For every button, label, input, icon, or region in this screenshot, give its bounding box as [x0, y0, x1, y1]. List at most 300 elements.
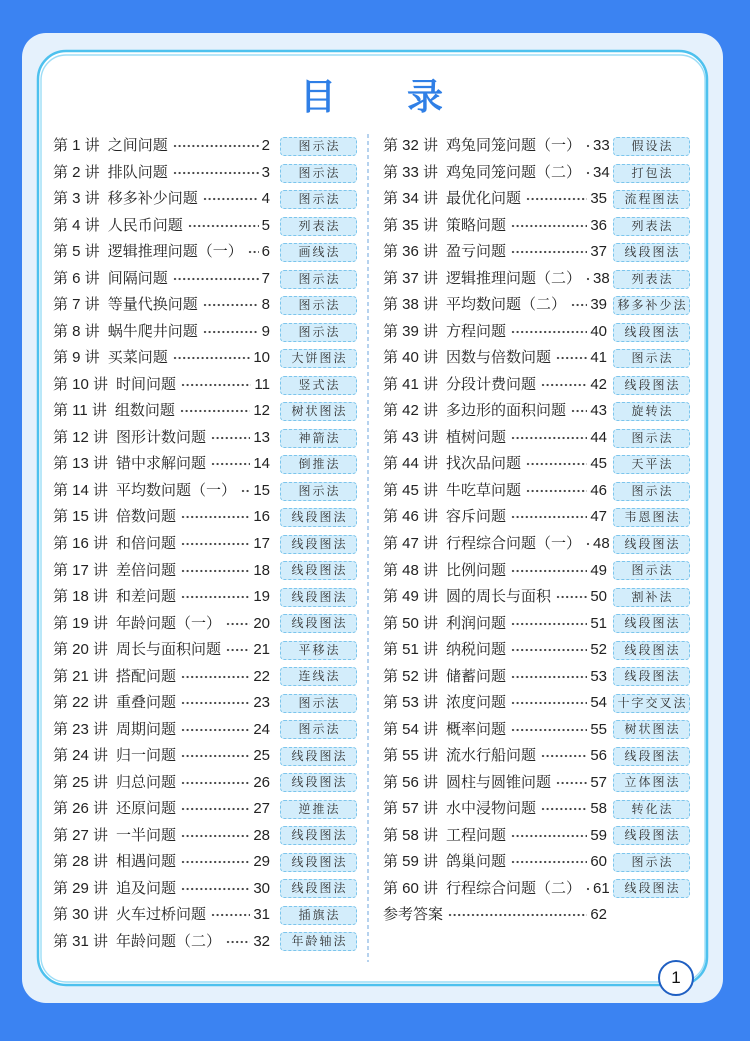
toc-entry	[383, 398, 691, 425]
page-ref: 12	[253, 402, 270, 420]
lecture-number: 第 14 讲	[53, 481, 109, 499]
dot-leader	[571, 409, 587, 413]
toc-entry	[383, 478, 691, 505]
dot-leader	[181, 754, 250, 758]
dot-leader	[181, 887, 250, 891]
lecture-title: 买菜问题	[107, 349, 168, 367]
lecture-title: 植树问题	[446, 428, 507, 446]
method-badge: 年龄轴法	[280, 932, 357, 951]
lecture-title: 平均数问题（一）	[116, 481, 237, 499]
toc-entry-line	[53, 796, 270, 823]
lecture-number: 第 2 讲	[53, 163, 100, 181]
method-badge: 倒推法	[280, 455, 357, 474]
page-ref: 60	[590, 853, 607, 871]
lecture-number: 第 28 讲	[53, 853, 109, 871]
page-ref: 61	[593, 879, 610, 897]
method-badge: 线段图法	[613, 641, 690, 660]
lecture-number: 第 10 讲	[53, 375, 109, 393]
page-ref: 52	[590, 641, 607, 659]
toc-entry	[53, 345, 358, 372]
dot-leader	[173, 171, 259, 175]
dot-leader	[586, 887, 590, 891]
page-title: 目录	[300, 77, 515, 118]
lecture-number: 第 53 讲	[383, 694, 439, 712]
lecture-number: 第 37 讲	[383, 269, 439, 287]
method-badge: 线段图法	[280, 535, 357, 554]
page-ref: 56	[590, 747, 607, 765]
lecture-title: 牛吃草问题	[446, 481, 522, 499]
method-badge: 流程图法	[613, 190, 690, 209]
lecture-number: 第 12 讲	[53, 428, 109, 446]
toc-entry-line	[53, 478, 270, 505]
lecture-number: 第 1 讲	[53, 137, 100, 155]
toc-entry-line	[383, 292, 607, 319]
lecture-number: 第 50 讲	[383, 614, 439, 632]
toc-entry-line	[53, 213, 270, 240]
lecture-title: 储蓄问题	[446, 667, 507, 685]
method-badge: 平移法	[280, 641, 357, 660]
method-badge: 线段图法	[613, 243, 690, 262]
toc-entry-line	[53, 743, 270, 770]
toc-entry-line	[383, 849, 607, 876]
lecture-title: 等量代换问题	[107, 296, 198, 314]
lecture-title: 容斥问题	[446, 508, 507, 526]
toc-entry	[53, 849, 358, 876]
toc-entry-line	[383, 239, 607, 266]
lecture-number: 第 56 讲	[383, 773, 439, 791]
dot-leader	[181, 781, 250, 785]
lecture-title: 流水行船问题	[446, 747, 537, 765]
page-ref: 37	[590, 243, 607, 261]
method-badge: 十字交叉法	[613, 694, 690, 713]
dot-leader	[181, 701, 250, 705]
lecture-number: 第 8 讲	[53, 322, 100, 340]
dot-leader	[526, 489, 587, 493]
toc-entry-line	[53, 875, 270, 902]
lecture-number: 第 29 讲	[53, 879, 109, 897]
lecture-title: 人民币问题	[107, 216, 183, 234]
toc-entry-line	[53, 239, 270, 266]
lecture-title: 盈亏问题	[446, 243, 507, 261]
lecture-title: 图形计数问题	[116, 428, 207, 446]
toc-entry-line	[53, 372, 270, 399]
toc-entry	[383, 610, 691, 637]
method-badge: 割补法	[613, 588, 690, 607]
dot-leader	[511, 330, 587, 334]
page-ref: 3	[261, 163, 270, 181]
dot-leader	[181, 515, 250, 519]
dot-leader	[541, 383, 587, 387]
method-badge: 假设法	[613, 137, 690, 156]
page-ref: 43	[590, 402, 607, 420]
page-ref: 10	[253, 349, 270, 367]
dot-leader	[556, 781, 587, 785]
page-ref: 49	[590, 561, 607, 579]
page-ref: 40	[590, 322, 607, 340]
toc-entry-line	[53, 345, 270, 372]
toc-entry	[383, 849, 691, 876]
answers-entry-line	[383, 902, 607, 929]
toc-entry-line	[383, 478, 607, 505]
dot-leader	[173, 144, 259, 148]
method-badge: 图示法	[280, 720, 357, 739]
lecture-title: 差倍问题	[116, 561, 177, 579]
page-ref: 47	[590, 508, 607, 526]
page-ref: 54	[590, 694, 607, 712]
page-ref: 22	[253, 667, 270, 685]
toc-entry	[383, 822, 691, 849]
lecture-title: 利润问题	[446, 614, 507, 632]
lecture-number: 第 19 讲	[53, 614, 109, 632]
toc-entry	[383, 451, 691, 478]
toc-entry-line	[383, 531, 610, 558]
dot-leader	[511, 622, 587, 626]
lecture-title: 和差问题	[116, 588, 177, 606]
dot-leader	[203, 330, 259, 334]
lecture-number: 第 22 讲	[53, 694, 109, 712]
toc-entry	[383, 186, 691, 213]
toc-entry	[383, 372, 691, 399]
dot-leader	[173, 277, 259, 281]
lecture-title: 鸽巢问题	[446, 853, 507, 871]
lecture-title: 平均数问题（二）	[446, 296, 567, 314]
lecture-title: 之间问题	[107, 137, 168, 155]
dot-leader	[181, 675, 250, 679]
toc-entry	[53, 716, 358, 743]
dot-leader	[181, 728, 250, 732]
page-ref: 25	[253, 747, 270, 765]
page-ref: 20	[253, 614, 270, 632]
lecture-title: 年龄问题（二）	[116, 932, 222, 950]
page-ref: 8	[261, 296, 270, 314]
toc-entry	[383, 584, 691, 611]
page-ref: 28	[253, 826, 270, 844]
toc-entry	[53, 531, 358, 558]
page-ref: 42	[590, 375, 607, 393]
method-badge: 线段图法	[280, 853, 357, 872]
toc-entry	[383, 266, 691, 293]
toc-entry-line	[383, 451, 607, 478]
toc-entry-line	[383, 716, 607, 743]
method-badge: 线段图法	[613, 667, 690, 686]
dot-leader	[181, 595, 250, 599]
dot-leader	[448, 913, 587, 917]
answers-label: 参考答案	[383, 906, 444, 924]
lecture-number: 第 48 讲	[383, 561, 439, 579]
lecture-title: 年龄问题（一）	[116, 614, 222, 632]
toc-entry	[383, 663, 691, 690]
lecture-title: 时间问题	[116, 375, 177, 393]
toc-entry	[383, 213, 691, 240]
lecture-number: 第 45 讲	[383, 481, 439, 499]
dot-leader	[181, 834, 250, 838]
lecture-title: 鸡兔同笼问题（二）	[446, 163, 582, 181]
dot-leader	[511, 436, 587, 440]
page-ref: 7	[261, 269, 270, 287]
dot-leader	[511, 569, 587, 573]
toc-entry-line	[383, 213, 607, 240]
lecture-title: 火车过桥问题	[116, 906, 207, 924]
toc-entry	[383, 292, 691, 319]
dot-leader	[586, 542, 590, 546]
page-ref: 27	[253, 800, 270, 818]
lecture-title: 归总问题	[116, 773, 177, 791]
page-ref: 29	[253, 853, 270, 871]
method-badge: 列表法	[280, 217, 357, 236]
method-badge: 线段图法	[280, 508, 357, 527]
dot-leader	[511, 834, 587, 838]
lecture-title: 圆柱与圆锥问题	[446, 773, 552, 791]
page-ref: 23	[253, 694, 270, 712]
lecture-number: 第 59 讲	[383, 853, 439, 871]
lecture-title: 行程综合问题（二）	[446, 879, 582, 897]
lecture-title: 一半问题	[116, 826, 177, 844]
toc-entry-line	[53, 133, 270, 160]
lecture-title: 工程问题	[446, 826, 507, 844]
page-ref: 16	[253, 508, 270, 526]
lecture-title: 周长与面积问题	[116, 641, 222, 659]
dot-leader	[511, 224, 587, 228]
dot-leader	[226, 622, 250, 626]
dot-leader	[181, 569, 250, 573]
lecture-title: 相遇问题	[116, 853, 177, 871]
page-number: 1	[671, 968, 681, 987]
page-ref: 41	[590, 349, 607, 367]
lecture-number: 第 13 讲	[53, 455, 109, 473]
page-ref: 58	[590, 800, 607, 818]
lecture-number: 第 43 讲	[383, 428, 439, 446]
lecture-title: 找次品问题	[446, 455, 522, 473]
page-ref: 36	[590, 216, 607, 234]
method-badge: 线段图法	[280, 826, 357, 845]
lecture-number: 第 17 讲	[53, 561, 109, 579]
page-ref: 13	[253, 428, 270, 446]
toc-entry	[383, 557, 691, 584]
dot-leader	[511, 860, 587, 864]
toc-entry	[53, 584, 358, 611]
toc-entry	[53, 239, 358, 266]
lecture-title: 水中浸物问题	[446, 800, 537, 818]
toc-entry-line	[383, 637, 607, 664]
dot-leader	[181, 860, 250, 864]
method-badge: 线段图法	[280, 773, 357, 792]
toc-entry	[383, 425, 691, 452]
page-ref: 18	[253, 561, 270, 579]
page-ref: 24	[253, 720, 270, 738]
page-ref: 11	[254, 375, 270, 393]
page-ref: 2	[261, 137, 270, 155]
method-badge: 线段图法	[280, 561, 357, 580]
lecture-number: 第 44 讲	[383, 455, 439, 473]
lecture-number: 第 35 讲	[383, 216, 439, 234]
dot-leader	[511, 701, 587, 705]
toc-entry	[383, 319, 691, 346]
toc-entry	[53, 133, 358, 160]
lecture-number: 第 24 讲	[53, 747, 109, 765]
page-ref: 32	[253, 932, 270, 950]
lecture-number: 第 5 讲	[53, 243, 100, 261]
page-ref: 14	[253, 455, 270, 473]
toc-entry-line	[53, 425, 270, 452]
method-badge: 线段图法	[280, 614, 357, 633]
page-ref: 9	[261, 322, 270, 340]
toc-entry-line	[53, 610, 270, 637]
toc-entry	[53, 902, 358, 929]
method-badge: 图示法	[280, 296, 357, 315]
lecture-title: 组数问题	[114, 402, 175, 420]
dot-leader	[241, 489, 250, 493]
toc-entry-line	[383, 557, 607, 584]
lecture-number: 第 60 讲	[383, 879, 439, 897]
toc-entry	[53, 425, 358, 452]
lecture-title: 搭配问题	[116, 667, 177, 685]
lecture-number: 第 26 讲	[53, 800, 109, 818]
toc-entry	[53, 398, 358, 425]
method-badge: 图示法	[613, 482, 690, 501]
dot-leader	[526, 197, 587, 201]
method-badge: 线段图法	[613, 376, 690, 395]
toc-entry	[53, 504, 358, 531]
lecture-title: 间隔问题	[107, 269, 168, 287]
lecture-title: 因数与倍数问题	[446, 349, 552, 367]
page-ref: 17	[253, 534, 270, 552]
page-ref: 38	[593, 269, 610, 287]
dot-leader	[203, 197, 259, 201]
lecture-title: 周期问题	[116, 720, 177, 738]
page-ref: 39	[590, 296, 607, 314]
lecture-title: 浓度问题	[446, 694, 507, 712]
dot-leader	[188, 224, 259, 228]
method-badge: 线段图法	[280, 879, 357, 898]
dot-leader	[173, 356, 251, 360]
lecture-title: 比例问题	[446, 561, 507, 579]
page-ref: 26	[253, 773, 270, 791]
toc-entry-line	[383, 822, 607, 849]
toc-left-column	[53, 133, 358, 955]
toc-entry	[53, 319, 358, 346]
page-ref: 4	[261, 190, 270, 208]
lecture-number: 第 55 讲	[383, 747, 439, 765]
lecture-title: 逻辑推理问题（二）	[446, 269, 582, 287]
method-badge: 线段图法	[613, 879, 690, 898]
method-badge: 韦恩图法	[613, 508, 690, 527]
toc-entry-line	[53, 769, 270, 796]
lecture-number: 第 6 讲	[53, 269, 100, 287]
lecture-title: 和倍问题	[116, 534, 177, 552]
dot-leader	[556, 595, 587, 599]
method-badge: 插旗法	[280, 906, 357, 925]
lecture-number: 第 40 讲	[383, 349, 439, 367]
method-badge: 图示法	[280, 323, 357, 342]
toc-entry	[53, 478, 358, 505]
page-ref: 46	[590, 481, 607, 499]
page-ref: 53	[590, 667, 607, 685]
page-ref: 62	[590, 906, 607, 924]
lecture-number: 第 49 讲	[383, 588, 439, 606]
toc-entry	[53, 796, 358, 823]
toc-entry-line	[383, 266, 610, 293]
toc-entry-line	[383, 743, 607, 770]
answers-entry	[383, 902, 691, 929]
lecture-number: 第 21 讲	[53, 667, 109, 685]
method-badge: 图示法	[280, 694, 357, 713]
page-ref: 55	[590, 720, 607, 738]
method-badge: 移多补少法	[613, 296, 690, 315]
lecture-number: 第 58 讲	[383, 826, 439, 844]
page-ref: 15	[253, 481, 270, 499]
dot-leader	[226, 940, 250, 944]
lecture-title: 倍数问题	[116, 508, 177, 526]
page-ref: 45	[590, 455, 607, 473]
lecture-number: 第 54 讲	[383, 720, 439, 738]
dot-leader	[211, 462, 250, 466]
toc-entry-line	[53, 451, 270, 478]
lecture-number: 第 36 讲	[383, 243, 439, 261]
toc-entry	[383, 504, 691, 531]
method-badge: 画线法	[280, 243, 357, 262]
method-badge: 大饼图法	[280, 349, 357, 368]
lecture-title: 逻辑推理问题（一）	[107, 243, 243, 261]
dot-leader	[226, 648, 250, 652]
lecture-title: 方程问题	[446, 322, 507, 340]
lecture-number: 第 4 讲	[53, 216, 100, 234]
lecture-title: 错中求解问题	[116, 455, 207, 473]
lecture-title: 移多补少问题	[107, 190, 198, 208]
toc-entry-line	[383, 186, 607, 213]
method-badge: 竖式法	[280, 376, 357, 395]
toc-entry-line	[53, 398, 270, 425]
lecture-title: 排队问题	[107, 163, 168, 181]
toc-entry-line	[53, 822, 270, 849]
toc-entry-line	[53, 319, 270, 346]
toc-entry	[53, 610, 358, 637]
lecture-number: 第 9 讲	[53, 349, 100, 367]
toc-entry	[383, 531, 691, 558]
page-ref: 57	[590, 773, 607, 791]
page-ref: 34	[593, 163, 610, 181]
toc-entry-line	[383, 345, 607, 372]
toc-entry-line	[53, 504, 270, 531]
lecture-number: 第 38 讲	[383, 296, 439, 314]
dot-leader	[511, 675, 587, 679]
lecture-title: 还原问题	[116, 800, 177, 818]
dot-leader	[181, 542, 250, 546]
lecture-number: 第 27 讲	[53, 826, 109, 844]
method-badge: 图示法	[280, 482, 357, 501]
lecture-number: 第 3 讲	[53, 190, 100, 208]
lecture-number: 第 11 讲	[53, 402, 107, 420]
toc-entry-line	[53, 584, 270, 611]
lecture-number: 第 23 讲	[53, 720, 109, 738]
lecture-number: 第 46 讲	[383, 508, 439, 526]
method-badge: 连线法	[280, 667, 357, 686]
toc-entry-line	[383, 133, 610, 160]
toc-entry	[383, 160, 691, 187]
lecture-number: 第 47 讲	[383, 534, 439, 552]
method-badge: 线段图法	[613, 747, 690, 766]
dot-leader	[248, 250, 259, 254]
dot-leader	[211, 913, 250, 917]
toc-entry-line	[383, 610, 607, 637]
method-badge: 列表法	[613, 270, 690, 289]
toc-entry-line	[383, 372, 607, 399]
lecture-number: 第 33 讲	[383, 163, 439, 181]
dot-leader	[511, 515, 587, 519]
method-badge: 图示法	[280, 270, 357, 289]
method-badge: 线段图法	[280, 588, 357, 607]
method-badge: 线段图法	[280, 747, 357, 766]
page-ref: 21	[253, 641, 270, 659]
